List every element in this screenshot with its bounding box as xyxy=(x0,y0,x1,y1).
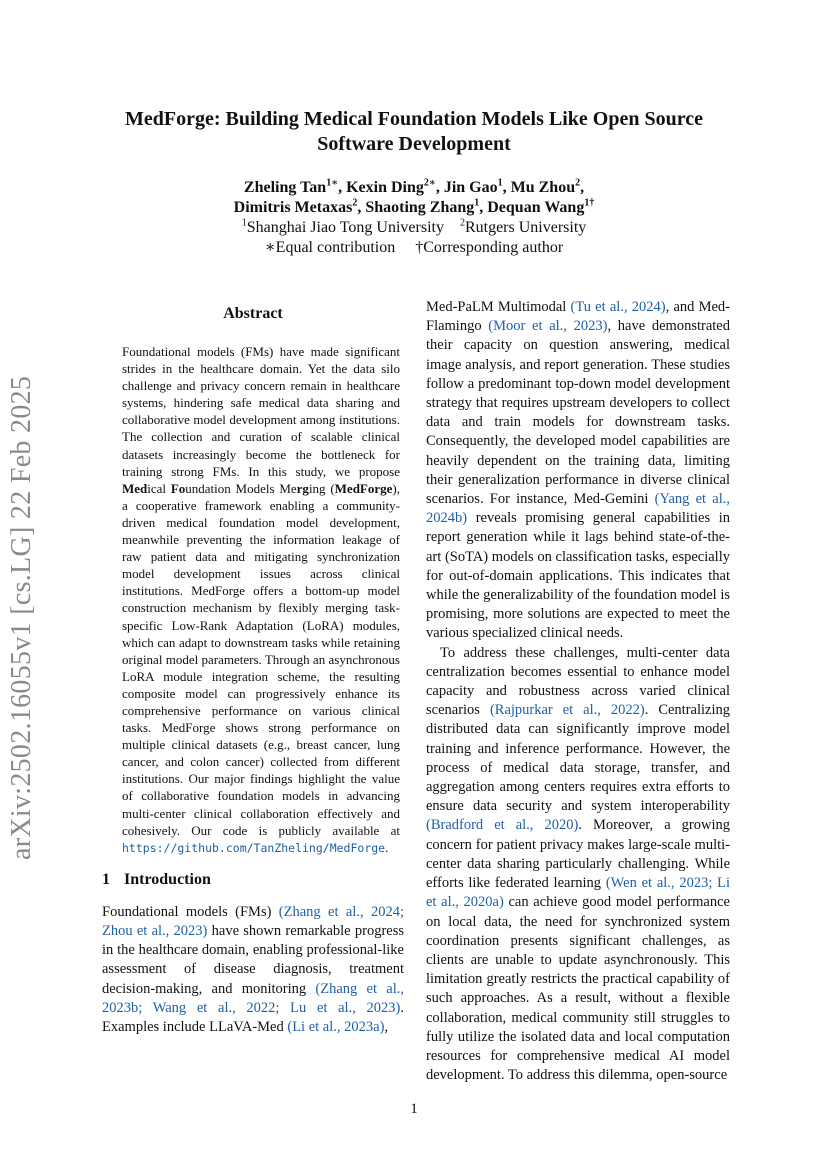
abstract-bold: rg xyxy=(296,480,309,496)
text-segment: , xyxy=(384,1019,389,1036)
author-notes xyxy=(100,238,728,258)
abstract-bold: Fo xyxy=(170,480,186,496)
text-segment: . Moreover, a growing concern for patient privacy makes large-scale multi-center data sharing particularly challenging. While efforts like federated learning xyxy=(426,817,730,892)
author-name: Zheling Tan xyxy=(243,179,327,196)
code-url-link[interactable]: https://github.com/TanZheling/MedForge xyxy=(122,840,386,855)
affiliation-1: Shanghai Jiao Tong University xyxy=(246,219,444,236)
author-sup: 1 xyxy=(474,197,480,209)
author-sup: 1† xyxy=(584,197,595,209)
author-sup: 2∗ xyxy=(423,177,436,189)
author-name: Kexin Ding xyxy=(346,179,424,196)
text-segment: have shown remarkable progress in the healthcare domain, enabling professional-like assessment of disease diagnosis, treatment decision-making, and monitoring xyxy=(102,923,404,997)
citation-link[interactable]: (Yang et al., 2024b) xyxy=(426,491,730,527)
citation-link[interactable]: (Bradford et al., 2020) xyxy=(426,817,579,834)
citation-link[interactable]: (Tu et al., 2024) xyxy=(570,299,666,315)
author-block xyxy=(100,178,728,258)
abstract-bold: Med xyxy=(122,480,148,496)
author-name: Jin Gao xyxy=(443,179,498,196)
title-line-2: Software Development xyxy=(317,133,511,155)
paper-title xyxy=(80,107,748,157)
equal-contribution-note: ∗Equal contribution xyxy=(264,239,396,256)
author-name: Dimitris Metaxas xyxy=(233,199,353,216)
text-segment: , and Med-Flamingo xyxy=(426,299,730,335)
left-column xyxy=(102,305,404,1037)
abstract-text xyxy=(122,343,400,857)
section-title: Introduction xyxy=(124,870,211,888)
text-segment: Foundational models (FMs) xyxy=(102,903,279,920)
author-sup: 2 xyxy=(352,197,358,209)
author-sup: 1 xyxy=(497,177,503,189)
arxiv-identifier: arXiv:2502.16055v1 [cs.LG] 22 Feb 2025 xyxy=(6,375,37,860)
right-paragraph-1 xyxy=(426,298,730,644)
text-segment: . Centralizing distributed data can significantly improve model training and inference performance. However, the process of medical data storage, transfer, and aggregation among centers requires extra efforts to ensure data security and system interoperability xyxy=(426,702,730,815)
authors-line-1: Zheling Tan$^{1∗}$, Kexin Ding$^{2∗}$, Jin Gao$^1$, Mu Zhou$^2$, xyxy=(243,177,585,196)
citation-link[interactable]: (Zhang et al., 2024; Zhou et al., 2023) xyxy=(102,903,404,940)
author-sup: 1∗ xyxy=(326,177,339,189)
citation-link[interactable]: (Moor et al., 2023) xyxy=(488,318,608,335)
abstract-segment: ical xyxy=(147,480,171,496)
author-name: Dequan Wang xyxy=(487,199,585,216)
citation-link[interactable]: (Rajpurkar et al., 2022) xyxy=(489,702,645,719)
right-paragraph-2 xyxy=(426,644,730,1086)
text-segment: Med-PaLM Multimodal xyxy=(426,299,571,315)
author-name: Mu Zhou xyxy=(510,179,576,196)
text-segment: , have demonstrated their capacity on question answering, medical image analysis, and report generation. These studies follow a predominant top-down model development strategy that requires upstream developers to collect data and train models for downstream tasks. Consequently, the developed model capabilities are heavily dependent on the training data, limiting their generalization performance in diverse clinical scenarios. For instance, Med-Gemini xyxy=(426,318,730,508)
affiliation-2: Rutgers University xyxy=(464,219,587,236)
affiliations xyxy=(100,218,728,238)
citation-link[interactable]: (Li et al., 2023a) xyxy=(287,1019,385,1036)
abstract-bold: MedForge xyxy=(334,480,393,496)
title-line-1: MedForge: Building Medical Foundation Models Like Open Source xyxy=(125,108,703,130)
text-segment: can achieve good model performance on local data, the need for synchronized system coordination presents significant challenges, as clients are unable to update asynchronously. This limitation greatly restricts the practical capability of such approaches. As a result, without a flexible collaboration, medical community still struggles to fully utilize the isolated data and local computation resources for comprehensive medical AI model development. To address this dilemma, open-source xyxy=(426,894,730,1084)
affil-sup: 2 xyxy=(459,217,465,229)
section-number: 1 xyxy=(102,870,110,888)
authors-line-2: Dimitris Metaxas$^2$, Shaoting Zhang$^1$, Dequan Wang$^{1\dagger}$ xyxy=(233,197,595,216)
corresponding-author-note: †Corresponding author xyxy=(415,239,564,256)
text-segment: To address these challenges, multi-center data centralization becomes essential to enhance model capacity and robustness across varied clinical scenarios xyxy=(426,644,730,719)
abstract-segment: . xyxy=(385,839,389,855)
citation-link[interactable]: (Wen et al., 2023; Li et al., 2020a) xyxy=(426,875,730,911)
affil-sup: 1 xyxy=(241,217,247,229)
author-sup: 2 xyxy=(575,177,581,189)
section-heading-introduction xyxy=(102,871,404,889)
abstract-segment: ing ( xyxy=(308,480,335,496)
right-column xyxy=(426,298,730,1085)
abstract-heading: Abstract xyxy=(223,305,283,322)
intro-paragraph xyxy=(102,903,404,1037)
citation-link[interactable]: (Zhang et al., 2023b; Wang et al., 2022; Lu et al., 2023) xyxy=(102,980,404,1016)
text-segment: . Examples include LLaVA-Med xyxy=(102,999,404,1036)
abstract-segment: ), a cooperative framework enabling a community-driven medical foundation model development, meanwhile preventing the information leakage of raw patient data and mitigating synchronization model development issues across clinical institutions. MedForge offers a bottom-up model construction mechanism by flexibly merging task-specific Low-Rank Adaptation (LoRA) modules, which can adapt to downstream tasks while retaining original model parameters. Through an asynchronous LoRA module integration scheme, the resulting composite model can progressively enhance its comprehensive performance on various clinical tasks. MedForge shows strong performance on multiple clinical datasets (e.g., breast cancer, lung cancer, and colon cancer) collected from different institutions. Our major findings highlight the value of collaborative foundation models in advancing multi-center clinical collaboration effectively and cohesively. Our code is publicly available at xyxy=(122,480,401,838)
page-number: 1 xyxy=(410,1101,418,1117)
text-segment: reveals promising general capabilities in report generation while it lags behind state-of-the-art (SoTA) models on classification tasks, especially for out-of-domain applications. This indicates that while the generalizability of the foundation model is promising, more solutions are expected to meet the various specialized clinical needs. xyxy=(426,510,731,642)
abstract-segment: Foundational models (FMs) have made significant strides in the healthcare domain. Yet the data silo challenge and privacy concern remain in healthcare systems, hindering safe medical data sharing and collaborative model development among institutions. The collection and curation of scalable clinical datasets increasingly become the bottleneck for training strong FMs. In this study, we propose xyxy=(122,344,400,479)
author-name: Shaoting Zhang xyxy=(365,199,475,216)
abstract-segment: undation Models Me xyxy=(185,480,297,496)
